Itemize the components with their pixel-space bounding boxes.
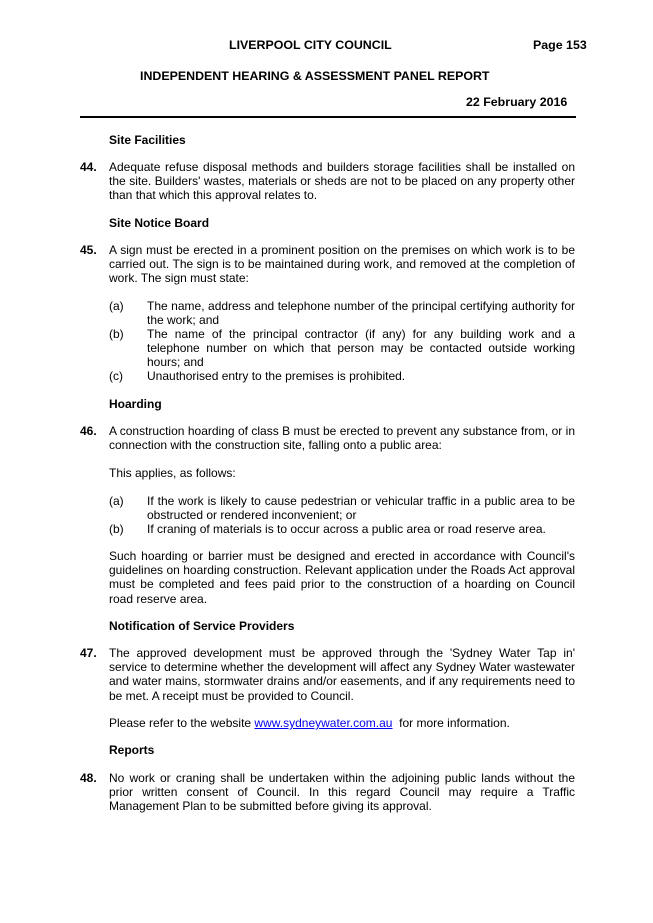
report-date: 22 February 2016	[466, 95, 568, 109]
condition-text-48: No work or craning shall be undertaken within the adjoining public lands without the prior written consent of Council. In this regard Council may require a Traffic Management Plan to be submitted before giving its approval.	[109, 771, 575, 814]
condition-text-47: The approved development must be approved through the 'Sydney Water Tap in' service to determine whether the development will affect any Sydney Water wastewater and water mains, stormwater drains and/or easements, and if any requirements need to be met. A receipt must be provided to Council.	[109, 646, 575, 703]
condition-text-46: A construction hoarding of class B must be erected to prevent any substance from, or in connection with the construction site, falling onto a public area:	[109, 424, 575, 453]
section-heading-hoarding: Hoarding	[109, 397, 162, 411]
council-name: LIVERPOOL CITY COUNCIL	[229, 38, 392, 52]
website-reference	[109, 716, 575, 730]
refer-before-text: Please refer to the website	[109, 716, 255, 730]
condition-number-44: 44.	[80, 160, 97, 174]
section-heading-notification: Notification of Service Providers	[109, 619, 295, 633]
refer-after-text: for more information.	[392, 716, 510, 730]
list-item-label: (b)	[109, 522, 124, 536]
condition-text-44: Adequate refuse disposal methods and builders storage facilities shall be installed on the site. Builders' wastes, materials or sheds are not to be placed on any property other than that which this approval relates to.	[109, 160, 575, 203]
hoarding-closing-text: Such hoarding or barrier must be designed and erected in accordance with Council's guidelines on hoarding construction. Relevant application under the Roads Act approval must be completed and fees paid prior to the construction of a hoarding on Council road reserve area.	[109, 549, 575, 606]
list-item-text: The name, address and telephone number of the principal certifying authority for the work; and	[147, 299, 575, 328]
list-item-label: (b)	[109, 327, 124, 341]
condition-number-48: 48.	[80, 771, 97, 785]
condition-number-47: 47.	[80, 646, 97, 660]
applies-text: This applies, as follows:	[109, 466, 236, 480]
section-heading-site-facilities: Site Facilities	[109, 133, 186, 147]
condition-number-46: 46.	[80, 424, 97, 438]
list-item-text: Unauthorised entry to the premises is prohibited.	[147, 369, 406, 383]
section-heading-site-notice-board: Site Notice Board	[109, 216, 210, 230]
condition-text-45: A sign must be erected in a prominent position on the premises on which work is to be carried out. The sign is to be maintained during work, and removed at the completion of work. The sign must state:	[109, 243, 575, 286]
condition-number-45: 45.	[80, 243, 97, 257]
list-item-text: If the work is likely to cause pedestrian or vehicular traffic in a public area to be obstructed or rendered inconvenient; or	[147, 494, 575, 523]
list-item-label: (a)	[109, 494, 124, 508]
page-number: Page 153	[533, 38, 587, 52]
list-item-label: (a)	[109, 299, 124, 313]
sydney-water-link[interactable]: www.sydneywater.com.au	[254, 716, 393, 730]
header-rule	[80, 116, 576, 118]
list-item-text: The name of the principal contractor (if any) for any building work and a telephone number on which that person may be contacted outside working hours; and	[147, 327, 575, 370]
report-title: INDEPENDENT HEARING & ASSESSMENT PANEL REPORT	[140, 69, 490, 83]
list-item-label: (c)	[109, 369, 123, 383]
section-heading-reports: Reports	[109, 743, 155, 757]
list-item-text: If craning of materials is to occur across a public area or road reserve area.	[147, 522, 546, 536]
